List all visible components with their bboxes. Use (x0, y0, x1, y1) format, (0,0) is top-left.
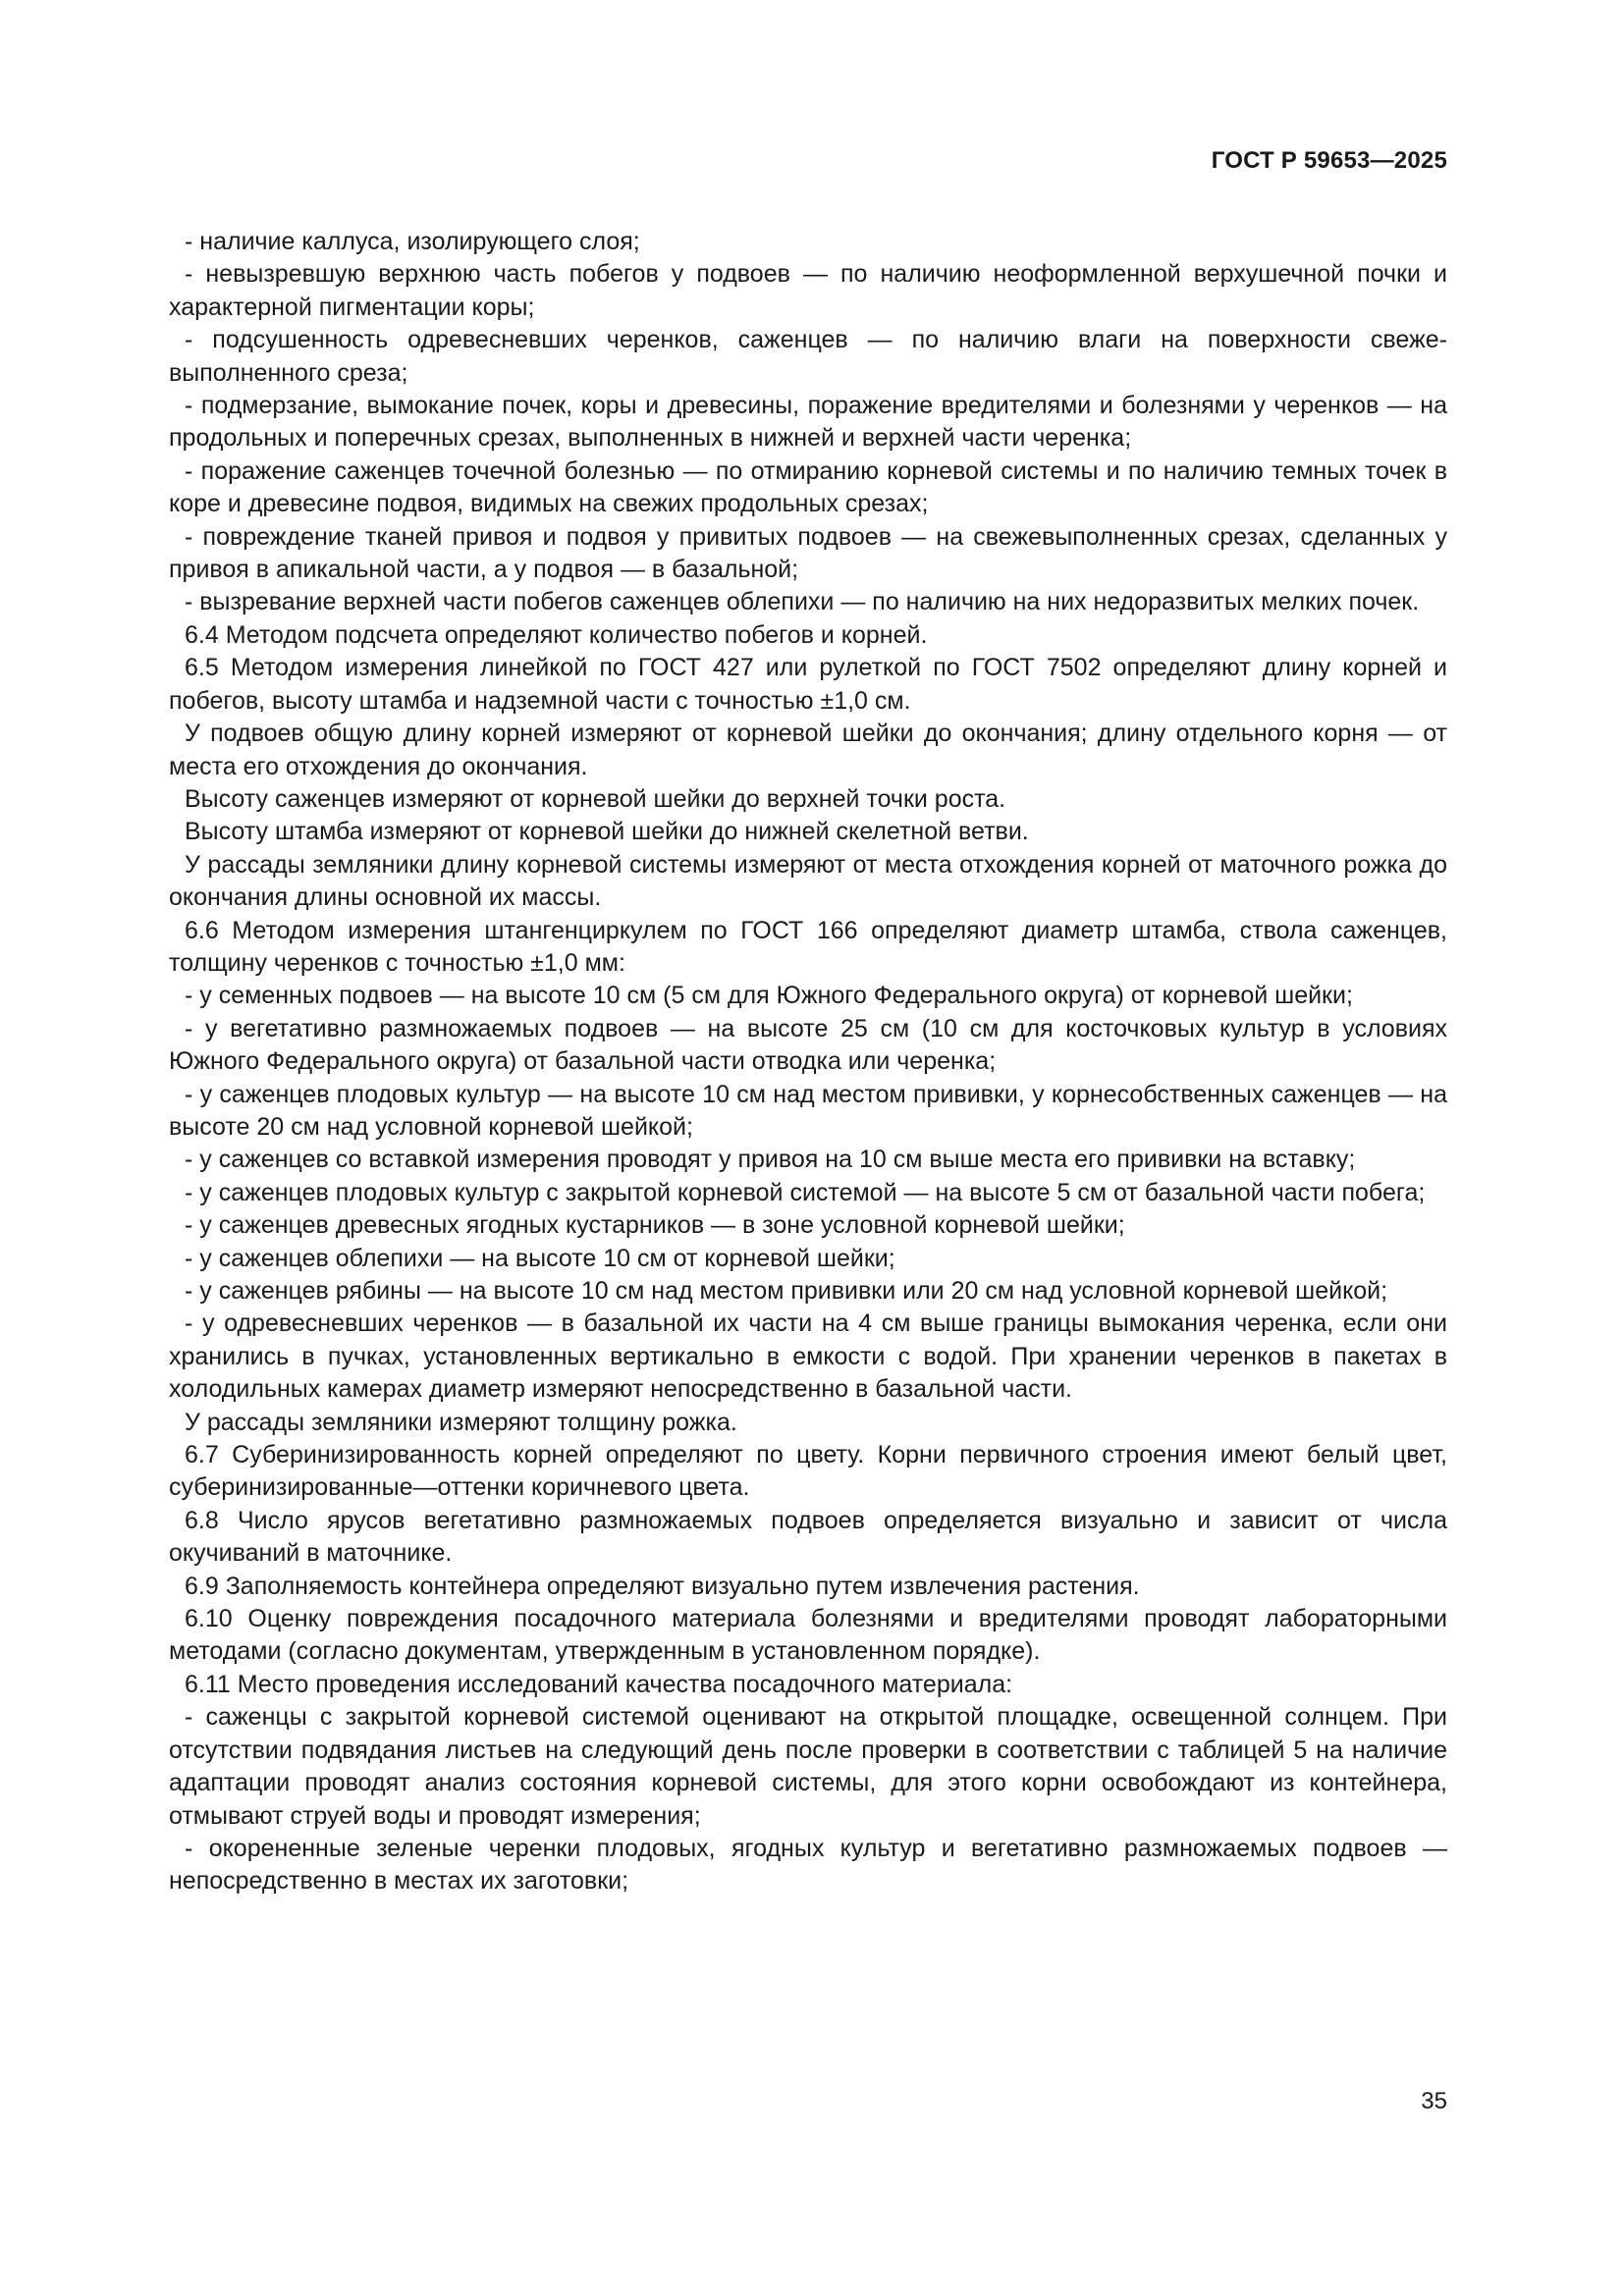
paragraph: 6.5 Методом измерения линейкой по ГОСТ 427 или рулеткой по ГОСТ 7502 определяют длину корней и побегов, высоту штамба и надземной части с точностью ±1,0 см. (169, 654, 1447, 715)
paragraph: 6.4 Методом подсчета определяют количество побегов и корней. (185, 620, 928, 649)
paragraph: - у саженцев рябины — на высоте 10 см над местом прививки или 20 см над условной корневой шейкой; (185, 1277, 1388, 1305)
body-text (169, 226, 1447, 1898)
paragraph: - наличие каллуса, изолирующего слоя; (185, 228, 640, 255)
paragraph: - у саженцев древесных ягодных кустарников — в зоне условной корневой шейки; (185, 1211, 1125, 1240)
standard-header: ГОСТ Р 59653—2025 (1211, 147, 1447, 174)
paragraph: - у саженцев плодовых культур — на высоте 10 см над местом прививки, у корнесобственных саженцев — на высоте 20 см над условной корневой шейкой; (169, 1080, 1447, 1141)
page-number: 35 (1421, 2088, 1447, 2114)
paragraph: - подмерзание, вымокание почек, коры и древесины, поражение вредителями и болезнями у черенков — на продольных и поперечных срезах, выполненных в нижней и верхней части черенка; (169, 392, 1447, 453)
paragraph: - невызревшую верхнюю часть побегов у подвоев — по наличию неоформленной верхушечной почки и характерной пигментации коры; (169, 260, 1447, 321)
paragraph: 6.9 Заполняемость контейнера определяют визуально путем извлечения растения. (185, 1572, 1140, 1600)
paragraph: У подвоев общую длину корней измеряют от корневой шейки до окончания; длину отдельного корня — от места его отхождения до окончания. (169, 720, 1447, 780)
paragraph: 6.6 Методом измерения штангенциркулем по ГОСТ 166 определяют диаметр штамба, ствола саженцев, толщину черенков с точностью ±1,0 мм: (169, 916, 1447, 977)
paragraph: - у вегетативно размножаемых подвоев — на высоте 25 см (10 см для косточковых культур в условиях Южного Федерального округа) от базальной части отводка или черенка; (169, 1014, 1447, 1076)
paragraph: 6.10 Оценку повреждения посадочного материала болезнями и вредителями проводят лабораторными методами (согласно документам, утвержденным в установленном порядке). (169, 1605, 1447, 1666)
paragraph: - у саженцев плодовых культур с закрытой корневой системой — на высоте 5 см от базальной части побега; (185, 1178, 1426, 1206)
paragraph: - повреждение тканей привоя и подвоя у привитых подвоев — на свежевыполненных срезах, сделанных у привоя в апикальной части, а у подвоя — в базальной; (169, 522, 1447, 584)
paragraph: - у семенных подвоев — на высоте 10 см (5 см для Южного Федерального округа) от корневой шейки; (185, 982, 1353, 1010)
paragraph: - у саженцев облепихи — на высоте 10 см от корневой шейки; (185, 1244, 895, 1272)
paragraph: 6.8 Число ярусов вегетативно размножаемых подвоев определяется визуально и зависит от числа окучиваний в маточнике. (169, 1506, 1447, 1568)
paragraph: - вызревание верхней части побегов саженцев облепихи — по наличию на них недоразвитых мелких почек. (185, 588, 1420, 616)
paragraph: - у одревесневших черенков — в базальной их части на 4 см выше границы вымокания черенка, если они хранились в пучках, установленных вертикально в емкости с водой. При хранении черенков в пакетах в холодильных камерах диаметр измеряют непосредственно в базальной части. (169, 1309, 1447, 1404)
paragraph: - подсушенность одревесневших черенков, саженцев — по наличию влаги на поверхности свежевыполненного среза; (169, 326, 1447, 387)
paragraph: - у саженцев со вставкой измерения проводят у привоя на 10 см выше места его прививки на вставку; (185, 1146, 1356, 1174)
paragraph: - саженцы с закрытой корневой системой оценивают на открытой площадке, освещенной солнцем. При отсутствии подвядания листьев на следующий день после проверки в соответствии с таблицей 5 на наличие адаптации проводят анализ состояния корневой системы, для этого корни освобождают из контейнера, отмывают струей воды и проводят измерения; (169, 1703, 1447, 1830)
paragraph: - поражение саженцев точечной болезнью — по отмиранию корневой системы и по наличию темных точек в коре и древесине подвоя, видимых на свежих продольных срезах; (169, 456, 1447, 518)
paragraph: - окорененные зеленые черенки плодовых, ягодных культур и вегетативно размножаемых подвоев — непосредственно в местах их заготовки; (169, 1834, 1447, 1896)
paragraph: У рассады земляники длину корневой системы измеряют от места отхождения корней от маточного рожка до окончания длины основной их массы. (169, 850, 1447, 912)
paragraph: У рассады земляники измеряют толщину рожка. (185, 1408, 737, 1436)
paragraph: 6.7 Суберинизированность корней определяют по цвету. Корни первичного строения имеют белый цвет, суберинизированные—оттенки коричневого цвета. (169, 1441, 1447, 1502)
paragraph: 6.11 Место проведения исследований качества посадочного материала: (185, 1670, 1013, 1698)
paragraph: Высоту штамба измеряют от корневой шейки до нижней скелетной ветви. (185, 818, 1029, 846)
paragraph: Высоту саженцев измеряют от корневой шейки до верхней точки роста. (185, 784, 1006, 813)
